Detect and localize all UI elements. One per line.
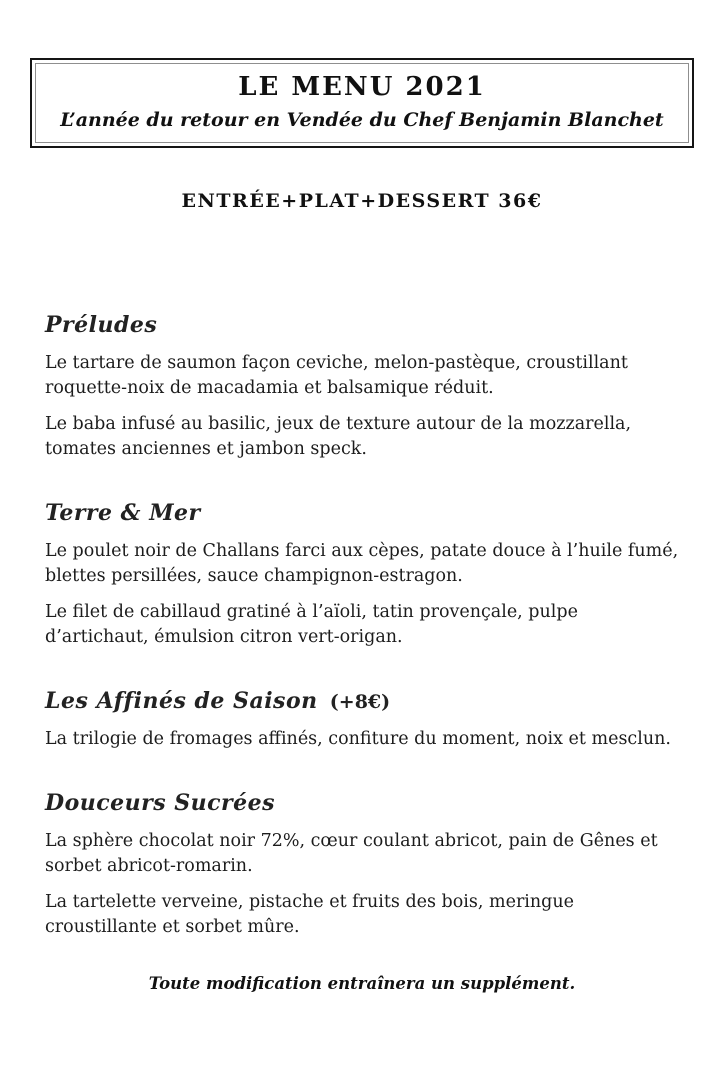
section-preludes [45,312,680,462]
section-heading [45,790,680,816]
section-douceurs-sucrees [45,790,680,940]
section-heading [45,312,680,338]
section-heading [45,688,680,714]
section-heading-text: Terre & Mer [45,500,201,526]
menu-page [0,58,724,1082]
section-heading-suffix: (+8€) [329,691,391,713]
dish-description: La tartelette verveine, pistache et fruits des bois, meringue croustillante et sorbet mûre. [45,892,575,937]
menu-title: LE MENU 2021 [238,72,486,102]
dish-description: Le filet de cabillaud gratiné à l’aïoli, tatin provençale, pulpe d’artichaut, émulsion citron vert-origan. [45,602,578,647]
menu-header-box [30,58,694,148]
footer-note: Toute modification entraînera un supplément. [148,974,576,993]
dish-description: Le baba infusé au basilic, jeux de texture autour de la mozzarella, tomates anciennes et jambon speck. [45,414,632,459]
section-heading-text: Préludes [45,312,158,338]
dish-description: Le poulet noir de Challans farci aux cèpes, patate douce à l’huile fumé, blettes persillées, sauce champignon-estragon. [45,541,679,586]
section-heading [45,500,680,526]
menu-header-box-inner [35,63,689,143]
dish-description: Le tartare de saumon façon ceviche, melon-pastèque, croustillant roquette-noix de macadamia et balsamique réduit. [45,353,628,398]
menu-formula-price: ENTRÉE+PLAT+DESSERT 36€ [181,190,543,212]
section-terre-et-mer [45,500,680,650]
menu-subtitle: L’année du retour en Vendée du Chef Benjamin Blanchet [60,109,664,131]
dish-description: La trilogie de fromages affinés, confiture du moment, noix et mesclun. [45,729,671,749]
section-heading-text: Douceurs Sucrées [45,790,276,816]
menu-content [0,312,724,940]
section-affines-de-saison [45,688,680,752]
section-heading-text: Les Affinés de Saison [45,688,318,714]
dish-description: La sphère chocolat noir 72%, cœur coulant abricot, pain de Gênes et sorbet abricot-romarin. [45,831,658,876]
